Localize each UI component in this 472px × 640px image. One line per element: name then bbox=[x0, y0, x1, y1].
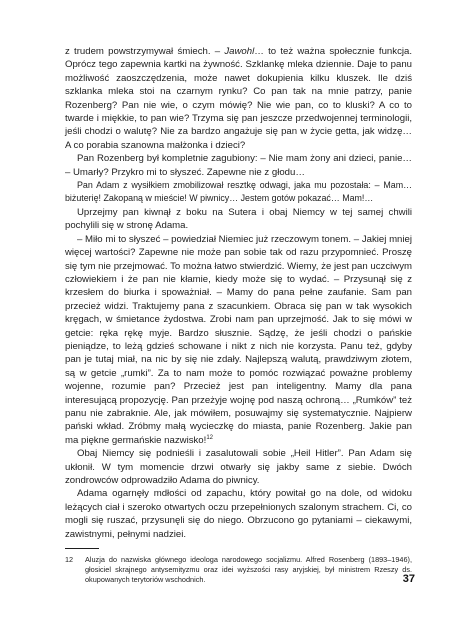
paragraph-text: Pan Rozenberg był kompletnie zagubiony: – Nie mam żony ani dzieci, panie… – Umarły? Przykro mi to słyszeć. Zapewne nie z głodu… bbox=[65, 153, 412, 178]
paragraph bbox=[65, 152, 412, 179]
paragraph-text: – Miło mi to słyszeć – powiedział Niemiec już rzeczowym tonem. – Jakiej mniej więcej wartości? Zapewne nie może pan sobie tak od razu przypomnieć. Proszę się tym nie przejmować. To można łatwo stwierdzić. Wiemy, że jest pan uczciwym człowiekiem i że pan nie kłamie, kiedy może się to wydać. – Przysunął się z krzesłem do biurka i spoważniał. – Mamy do pana pełne zaufanie. Sam pan przecież widzi. Traktujemy pana z szacunkiem. Obraca się pan w tak wysokich kręgach, w śmietance żydostwa. Zrobi nam pan uprzejmość. Jak to się mówi w getcie: ręka rękę myje. Bardzo słusznie. Sądzę, że jeśli chodzi o pańskie pieniądze, to leżą gdzieś schowane i nikt z nich nie korzysta. Panu też, gdyby pan je tutaj miał, na nic by się nie zdały. Najlepszą walutą, prawdziwym złotem, są w getcie „rumki”. Za to nam może to pomóc rozwiązać poważne problemy wojenne, rozumie pan? Przecież jest pan inteligentny. Mamy dla pana interesującą propozycję. Pan przeżyje wojnę pod naszą ochroną… „Rumków” też panu nie zabraknie. Ale, jak mówiłem, posuwajmy się systematycznie. Najpierw pański wkład. Zróbmy małą wycieczkę do miasta, panie Rozenberg. Jakie pan ma piękne germańskie nazwisko! bbox=[65, 233, 412, 446]
paragraph-text: Uprzejmy pan kiwnął z boku na Sutera i obaj Niemcy w tej samej chwili pochylili się w stronę Adama. bbox=[65, 206, 412, 232]
footnote bbox=[65, 555, 412, 586]
paragraph bbox=[65, 233, 412, 448]
paragraph bbox=[65, 487, 412, 541]
paragraph-text: Pan Adam z wysiłkiem zmobilizował resztkę odwagi, jaka mu pozostała: – Mam… biżuterię! Zakopaną w mieście! W piwnicy… Jestem gotów pokazać… Mam!… bbox=[65, 180, 412, 204]
italic-word: Jawohl bbox=[224, 46, 255, 57]
paragraph-text: Obaj Niemcy się podnieśli i zasalutowali sobie „Heil Hitler”. Pan Adam się ukłonił. W tym momencie drzwi otwarły się jakby same z siebie. Dwóch zondrowców odprowadziło Adama do piwnicy. bbox=[65, 448, 412, 486]
footnote-divider bbox=[65, 548, 99, 549]
paragraph bbox=[65, 447, 412, 487]
paragraph-text: Adama ogarnęły mdłości od zapachu, który powitał go na dole, od widoku leżących ciał i szeroko otwartych oczu przepełnionych szalonym strachem. Ci, co mogli się ruszać, przysunęli się do niego. Obrzucono go pytaniami – ciekawymi, zawistnymi, pełnymi nadziei. bbox=[65, 488, 412, 540]
body-text bbox=[65, 45, 412, 541]
paragraph bbox=[65, 179, 412, 206]
paragraph bbox=[65, 206, 412, 233]
paragraph-text: … to też ważna społecznie funkcja. Oprócz tego zapewnia kartki na żywność. Szklankę mleka dziennie. Daje to panu możliwość zaoszczędzenia, może nawet dokupienia kilku kluszek. Ile dziś szklanka mleka stoi na czarnym rynku? Co pan tak na mnie patrzy, panie Rozenberg? Pan nie wie, o czym mówię? Nie wie pan, co to kluski? A co to twarde i miękkie, to pan wie? Trzyma się pan jeszcze przedwojennej terminologii, jeśli chodzi o walutę? Nie za bardzo angażuje się pan w życie getta, jak widzę… A co porabia szanowna małżonka i dzieci? bbox=[65, 46, 412, 151]
footnote-reference[interactable]: 12 bbox=[206, 434, 213, 441]
paragraph-text: z trudem powstrzymywał śmiech. – bbox=[65, 46, 225, 57]
footnote-text: Aluzja do nazwiska głównego ideologa narodowego socjalizmu. Alfred Rosenberg (1893–1946), głosiciel skrajnego antysemityzmu oraz idei wyższości rasy aryjskiej, był ministrem Rzeszy ds. okupowanych terytoriów wschodnich. bbox=[85, 555, 412, 585]
page-number: 37 bbox=[402, 573, 415, 585]
paragraph bbox=[65, 45, 412, 152]
footnote-number: 12 bbox=[65, 555, 74, 564]
